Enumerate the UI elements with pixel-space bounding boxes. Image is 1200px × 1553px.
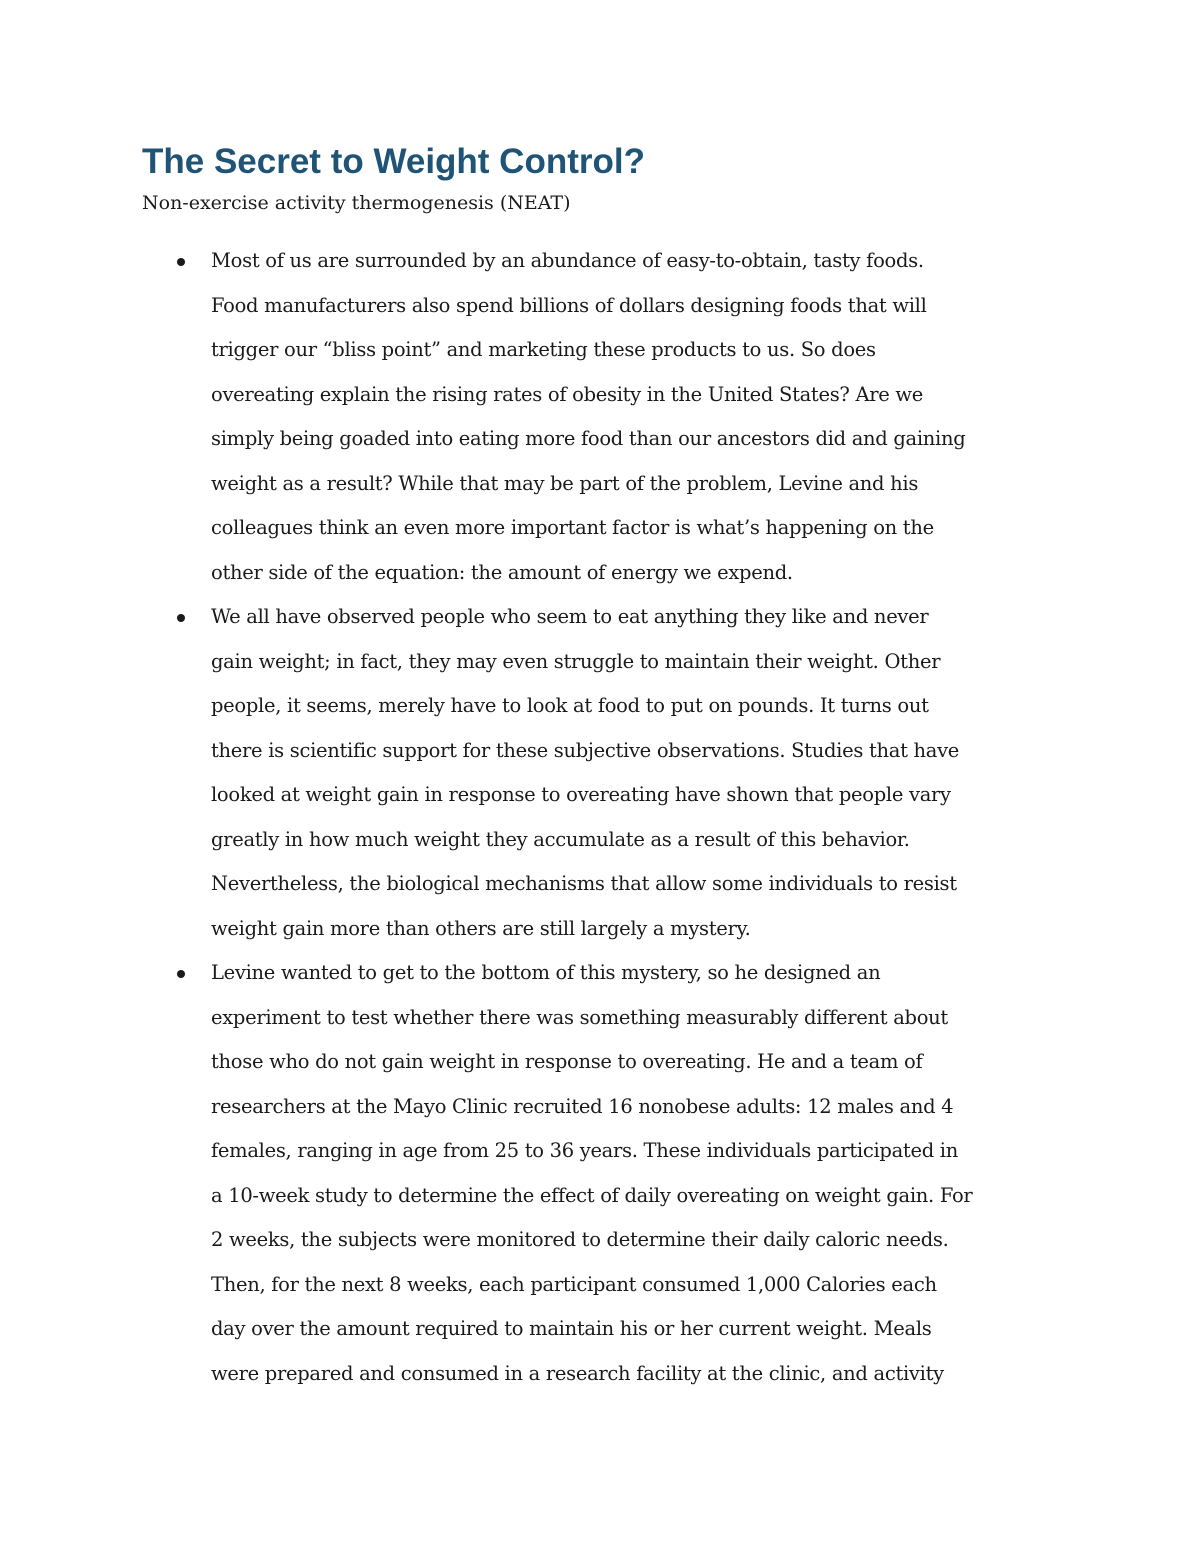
bullet-line: were prepared and consumed in a research facility at the clinic, and activity [211, 1361, 944, 1385]
bullet-line: weight gain more than others are still largely a mystery. [211, 916, 751, 940]
bullet-item [211, 595, 1091, 951]
bullet-line: weight as a result? While that may be part of the problem, Levine and his [211, 471, 919, 495]
bullet-line: females, ranging in age from 25 to 36 years. These individuals participated in [211, 1139, 958, 1162]
bullet-item [211, 239, 1091, 595]
bullet-line: looked at weight gain in response to overeating have shown that people vary [211, 783, 951, 806]
bullet-item [211, 951, 1091, 1396]
bullet-list [211, 239, 1091, 1396]
bullet-dot-icon [177, 614, 185, 622]
bullet-line: overeating explain the rising rates of obesity in the United States? Are we [211, 382, 924, 406]
bullet-line: those who do not gain weight in response to overeating. He and a team of [211, 1050, 923, 1073]
bullet-line: Nevertheless, the biological mechanisms that allow some individuals to resist [211, 872, 957, 895]
bullet-line: colleagues think an even more important factor is what’s happening on the [211, 516, 934, 539]
bullet-line: experiment to test whether there was something measurably different about [211, 1005, 948, 1029]
bullet-line: day over the amount required to maintain his or her current weight. Meals [211, 1317, 932, 1340]
bullet-line: simply being goaded into eating more food than our ancestors did and gaining [211, 427, 966, 450]
bullet-line: Levine wanted to get to the bottom of this mystery, so he designed an [211, 961, 881, 984]
document-subtitle: Non-exercise activity thermogenesis (NEAT) [142, 192, 571, 214]
bullet-line: gain weight; in fact, they may even struggle to maintain their weight. Other [211, 649, 941, 673]
bullet-line: there is scientific support for these subjective observations. Studies that have [211, 738, 960, 762]
bullet-line: trigger our “bliss point” and marketing these products to us. So does [211, 338, 876, 361]
bullet-dot-icon [177, 258, 185, 266]
bullet-line: a 10-week study to determine the effect of daily overeating on weight gain. For [211, 1183, 973, 1207]
bullet-line: We all have observed people who seem to eat anything they like and never [211, 605, 929, 628]
bullet-dot-icon [177, 970, 185, 978]
bullet-line: Food manufacturers also spend billions of dollars designing foods that will [211, 293, 927, 317]
bullet-line: other side of the equation: the amount of energy we expend. [211, 560, 793, 584]
bullet-line: people, it seems, merely have to look at food to put on pounds. It turns out [211, 694, 929, 717]
bullet-line: greatly in how much weight they accumulate as a result of this behavior. [211, 827, 910, 851]
bullet-line: 2 weeks, the subjects were monitored to determine their daily caloric needs. [211, 1228, 949, 1251]
bullet-line: Then, for the next 8 weeks, each participant consumed 1,000 Calories each [211, 1272, 937, 1296]
document-title: The Secret to Weight Control? [142, 142, 645, 181]
bullet-line: Most of us are surrounded by an abundance of easy-to-obtain, tasty foods. [211, 249, 924, 272]
bullet-line: researchers at the Mayo Clinic recruited 16 nonobese adults: 12 males and 4 [211, 1094, 954, 1118]
